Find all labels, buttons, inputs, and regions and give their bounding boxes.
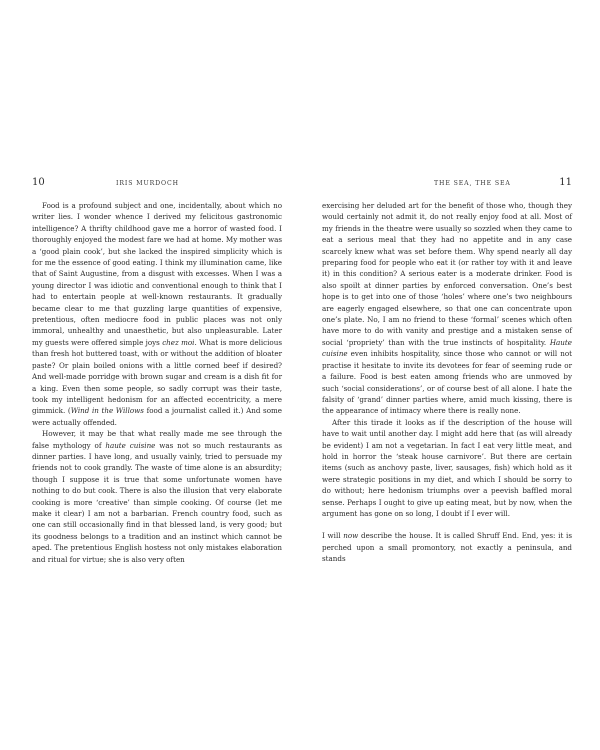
text-run: After this tirade it looks as if the description of the house will have to wait until another day. I might add here that (as will already be evident) I am not a vegetarian. In fact I eat very little meat, and hold in horror the ‘steak house carnivore’. But there are certain items (such as anchovy paste, liver, sausages, fish) which hold as it were strategic positions in my diet, and which I should be sorry to do without; here hedonism triumphs over a peevish baffled moral sense. Perhaps I ought to give up eating meat, but by now, when the argument has gone on so long, I doubt if I ever will. <box>322 417 572 518</box>
running-head-title: THE SEA, THE SEA <box>434 180 511 187</box>
left-page <box>32 177 282 565</box>
italic-text: now <box>343 531 359 541</box>
text-run: . What is more delicious than fresh hot buttered toast, with or without the addition of bloater paste? Or plain boiled onions with a little corned beef if desired? And well-made porridge with brown sugar and cream is a dish fit for a king. Even then some people, so sadly corrupt was their taste, took my intelligent hedonism for an affected eccentricity, a mere gimmick. ( <box>32 337 282 416</box>
body-paragraph <box>32 428 282 565</box>
running-head-left <box>32 177 282 200</box>
text-run: food a journalist called it.) And some were actually offended. <box>32 406 282 427</box>
page-number-left: 10 <box>32 177 45 188</box>
running-head-right <box>322 177 572 200</box>
body-paragraph <box>322 200 572 417</box>
text-run: I will <box>322 531 344 541</box>
running-head-author: IRIS MURDOCH <box>116 180 179 187</box>
body-paragraph <box>32 200 282 428</box>
text-run: However, it may be that what really made me see through the false mythology of <box>32 429 282 450</box>
text-run: was not so much restaurants as dinner parties. I have long, and usually vainly, tried to persuade my friends not to cook grandly. The waste of time alone is an absurdity; though I suppose it is true that some unfortunate women have nothing to do but cook. There is also the illusion that very elaborate cooking is more ‘creative’ than simple cooking. Of course (let me make it clear) I am not a barbarian. French country food, such as one can still occasionally find in that blessed land, is very good; but its goodness belongs to a tradition and an instinct which cannot be aped. The pretentious English hostess not only mistakes elaboration and ritual for virtue; she is also very often <box>32 440 282 564</box>
body-paragraph <box>322 530 572 564</box>
text-run: even inhibits hospitality, since those who cannot or will not practise it hesitate to invite its devotees for fear of seeming rude or a failure. Food is best eaten among friends who are unmoved by such ‘social considerations’, or of course best of all alone. I hate the falsity of ‘grand’ dinner parties where, amid much kissing, there is the appearance of intimacy where there is really none. <box>322 349 572 416</box>
italic-text: Haute cuisine <box>322 337 572 359</box>
text-run: describe the house. It is called Shruff End. End, yes: it is perched upon a small promontory, not exactly a peninsula, and stands <box>322 531 572 564</box>
italic-text: Wind in the Willows <box>70 406 144 416</box>
italic-text: chez moi <box>162 337 195 347</box>
right-page <box>322 177 572 565</box>
body-paragraph <box>322 417 572 520</box>
text-run: exercising her deluded art for the benefit of those who, though they would certainly not admit it, do not really enjoy food at all. Most of my friends in the theatre were usually so sozzled when they came to eat a serious meal that they had no appetite and in any case scarcely knew what was set before them. Why spend nearly all day preparing food for people who eat it (or rather toy with it and leave it) in this condition? A serious eater is a moderate drinker. Food is also spoilt at dinner parties by enforced conversation. One’s best hope is to get into one of those ‘holes’ where one’s two neighbours are eagerly engaged elsewhere, so that one can concentrate upon one’s plate. No, I am no friend to these ‘formal’ scenes which often have more to do with vanity and prestige and a mistaken sense of social ‘propriety’ than with the true instincts of hospitality. <box>322 201 572 347</box>
text-run: Food is a profound subject and one, incidentally, about which no writer lies. I wonder whence I derived my felicitous gastronomic intelligence? A thrifty childhood gave me a horror of wasted food. I thoroughly enjoyed the modest fare we had at home. My mother was a ‘good plain cook’, but she lacked the inspired simplicity which is for me the essence of good eating. I think my illumination came, like that of Saint Augustine, from a disgust with excesses. When I was a young director I was idiotic and conventional enough to think that I had to entertain people at well-known restaurants. It gradually became clear to me that guzzling large quantities of expensive, pretentious, often mediocre food in public places was not only immoral, unhealthy and unaesthetic, but also unpleasurable. Later my guests were offered simple joys <box>32 201 282 347</box>
page-number-right: 11 <box>559 177 572 188</box>
italic-text: haute cuisine <box>105 440 156 450</box>
